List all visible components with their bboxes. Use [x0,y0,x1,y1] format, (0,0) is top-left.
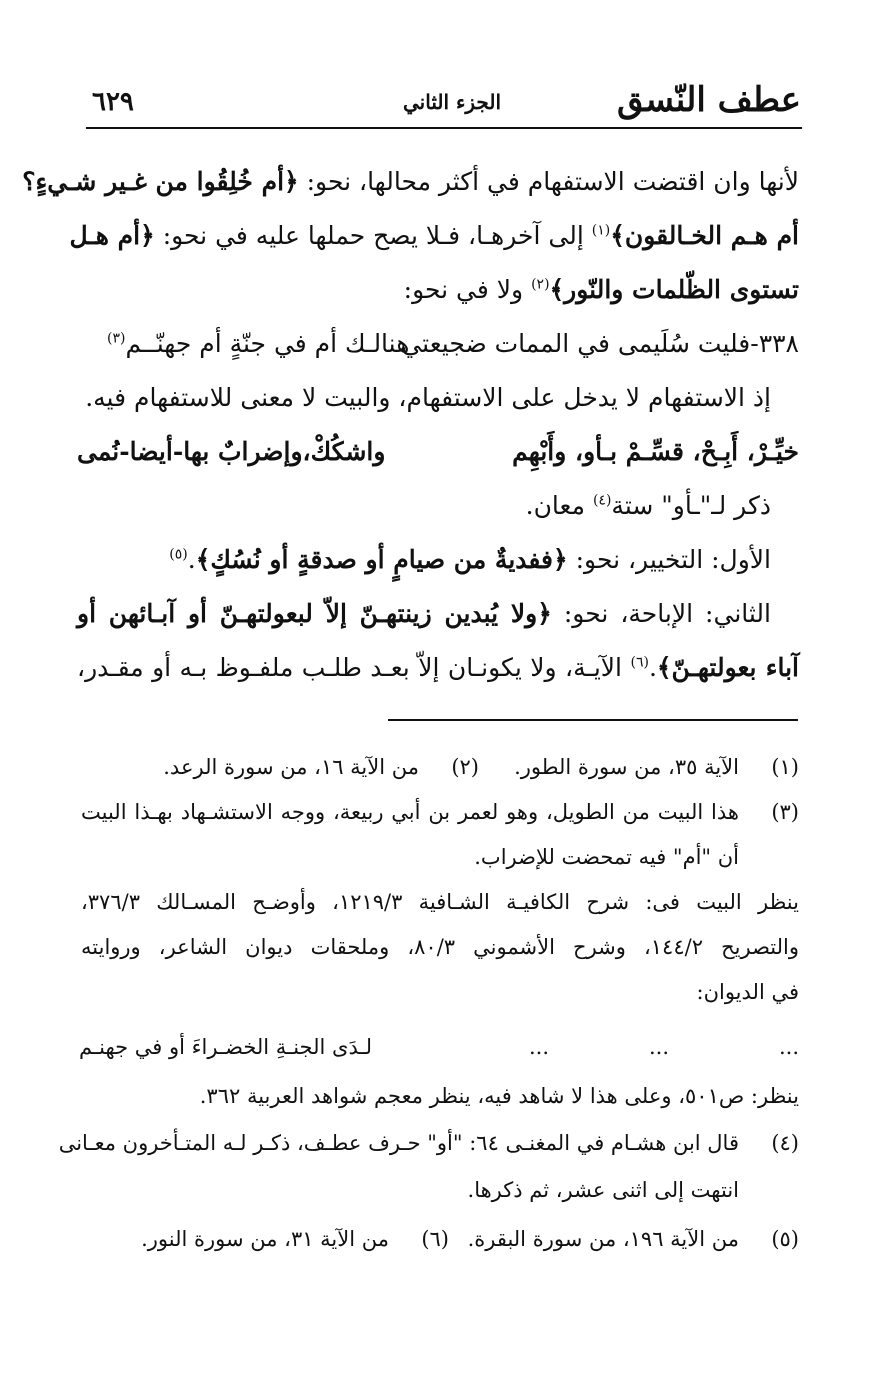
footnote-ref: (١) [591,222,611,239]
footnote-text: هذا البيت من الطويل، وهو لعمر بن أبي ربيعة، ووجه الاستشـهاد بهـذا البيت [81,800,739,824]
footnote-separator [388,719,798,721]
footnote-number: (٣) [771,800,799,824]
footnote-ref: (٣) [107,330,126,347]
quran-quote: أم هـم الخـالقون﴾ [610,221,799,250]
body-line-3: تستوى الظّلمات والنّور﴾$^{(٢)}$ ولا في نحو: [403,275,799,304]
verse-hemistich-2: هنالـك أم في جنّةٍ أم جهنّــم$^{(٣)}$ [107,329,410,358]
footnote-4-line-2: انتهت إلى اثنى عشر، ثم ذكرها. [467,1178,739,1202]
body-line-6: الأول: التخيير، نحو: ﴿ففديةٌ من صيامٍ أو صدقةٍ أو نُسُكٍ﴾.$^{(٥)}$ [169,545,771,574]
quran-quote: ﴿أم هـل [69,221,155,250]
footnote-number: (١) [771,755,799,779]
quran-quote: ﴿ففديةٌ من صيامٍ أو صدقةٍ أو نُسُكٍ﴾ [195,545,568,574]
quran-quote: تستوى الظّلمات والنّور﴾ [549,275,799,304]
footnote-number: (٢) [451,755,479,779]
body-line-2: أم هـم الخـالقون﴾$^{(١)}$ إلى آخرهـا، فـلا يصح حملها عليه في نحو: ﴿أم هـل [69,221,799,250]
page-number: ٦٢٩ [92,87,134,117]
footnote-ref: (٤) [592,492,612,509]
footnote-ref: (٥) [169,546,188,563]
verse-ellipsis: ... [778,1035,799,1059]
quran-quote: آباء بعولتهـنّ﴾ [656,653,799,682]
footnote-text: من الآية ١٦، من سورة الرعد. [163,755,419,779]
running-header [88,78,801,124]
footnote-3-line-2: أن "أم" فيه تمحضت للإضراب. [474,845,739,869]
verse-hemistich-1: خيِّـرْ، أَبِـحْ، قسِّـمْ بـأو، وأَبْهِم [512,437,799,466]
quran-quote: ﴿ولا يُبدين زينتهـنّ إلاّ لبعولتهـنّ أو آبـائهن أو [77,599,552,628]
footnote-3-line-6: ينظر: ص٥٠١، وعلى هذا لا شاهد فيه، ينظر معجم شواهد العربية ٣٦٢. [199,1084,799,1108]
footnote-text: من الآية ١٩٦، من سورة البقرة. [467,1227,739,1251]
body-line-8: آباء بعولتهـنّ﴾.$^{(٦)}$ الآيـة، ولا يكونـان إلاّ بعـد طلـب ملفـوظ بـه أو مقـدر، [77,653,799,682]
footnote-text: من الآية ٣١، من سورة النور. [141,1227,389,1251]
quran-quote: ﴿أم خُلِقُوا من غـير شـيءٍ؟ [22,167,299,196]
body-line-1: لأنها وان اقتضت الاستفهام في أكثر محالها، نحو: ﴿أم خُلِقُوا من غـير شـيءٍ؟ [22,167,799,196]
verse-text: لـدَى الجنـةِ الخضـراءَ أو في جهنـم [79,1035,373,1059]
body-line-5: ذكر لـ"ـأو" ستة$^{(٤)}$ معان. [525,491,771,520]
footnote-3-line-4: والتصريح ١٤٤/٢، وشرح الأشموني ٨٠/٣، وملحقات ديوان الشاعر، وروايته [81,935,799,959]
footnote-text: الآية ٣٥، من سورة الطور. [514,755,739,779]
verse-ellipsis: ... [648,1035,669,1059]
verse-ellipsis: ... [528,1035,549,1059]
chapter-title: عطف النّسق [617,80,801,120]
footnote-number: (٥) [771,1227,799,1251]
footnote-3-line-3: ينظر البيت فى: شرح الكافيـة الشـافية ١٢١٩/٣، وأوضـح المسـالك ٣٧٦/٣، [81,890,799,914]
footnote-number: (٦) [421,1227,449,1251]
footnote-ref: (٦) [630,654,649,671]
verse-hemistich-2: واشكُكْ،وإضرابٌ بها-أيضا-نُمى [77,437,386,466]
footnote-text: قال ابن هشـام في المغنـى ٦٤: "أو" حـرف عطـف، ذكـر لـه المتـأخرون معـانى [58,1131,739,1155]
body-line-4: إذ الاستفهام لا يدخل على الاستفهام، والبيت لا معنى للاستفهام فيه. [85,383,771,412]
body-line-7: الثاني: الإباحة، نحو: ﴿ولا يُبدين زينتهـنّ إلاّ لبعولتهـنّ أو آبـائهن أو [77,599,771,628]
footnote-ref: (٢) [531,276,550,293]
footnote-3-line-5: في الديوان: [696,980,799,1004]
header-rule [86,127,802,129]
footnote-number: (٤) [771,1131,799,1155]
volume-label: الجزء الثاني [403,90,501,114]
verse-hemistich-1: ٣٣٨-فليت سُلَيمى في الممات ضجيعتي [401,329,799,358]
